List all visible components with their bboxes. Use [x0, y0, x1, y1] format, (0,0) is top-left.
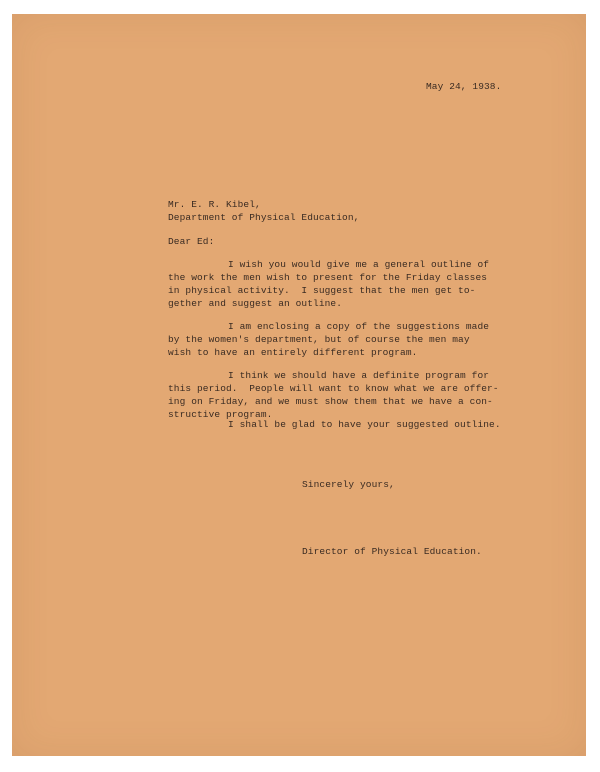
paragraph-3-line-2: this period. People will want to know what we are offer- — [168, 383, 499, 394]
recipient-name: Mr. E. R. Kibel, — [168, 199, 261, 210]
paragraph-3-line-1: I think we should have a definite program for — [228, 370, 490, 381]
paragraph-1-line-1: I wish you would give me a general outline of — [228, 259, 490, 270]
paragraph-4-line-1: I shall be glad to have your suggested outline. — [228, 419, 501, 430]
paragraph-1-line-2: the work the men wish to present for the Friday classes — [168, 272, 488, 283]
paragraph-2-line-2: by the women's department, but of course the men may — [168, 334, 470, 345]
signature-title: Director of Physical Education. — [302, 546, 482, 557]
paragraph-3-line-3: ing on Friday, and we must show them that we have a con- — [168, 396, 493, 407]
closing: Sincerely yours, — [302, 479, 395, 490]
paragraph-1-line-3: in physical activity. I suggest that the men get to- — [168, 285, 476, 296]
paragraph-2-line-1: I am enclosing a copy of the suggestions made — [228, 321, 490, 332]
recipient-department: Department of Physical Education, — [168, 212, 360, 223]
paragraph-3-line-4: structive program. — [168, 409, 273, 420]
salutation: Dear Ed: — [168, 236, 215, 247]
paragraph-1-line-4: gether and suggest an outline. — [168, 298, 343, 309]
letter-date: May 24, 1938. — [426, 81, 502, 92]
page-notch — [590, 327, 600, 341]
paragraph-2-line-3: wish to have an entirely different program. — [168, 347, 418, 358]
